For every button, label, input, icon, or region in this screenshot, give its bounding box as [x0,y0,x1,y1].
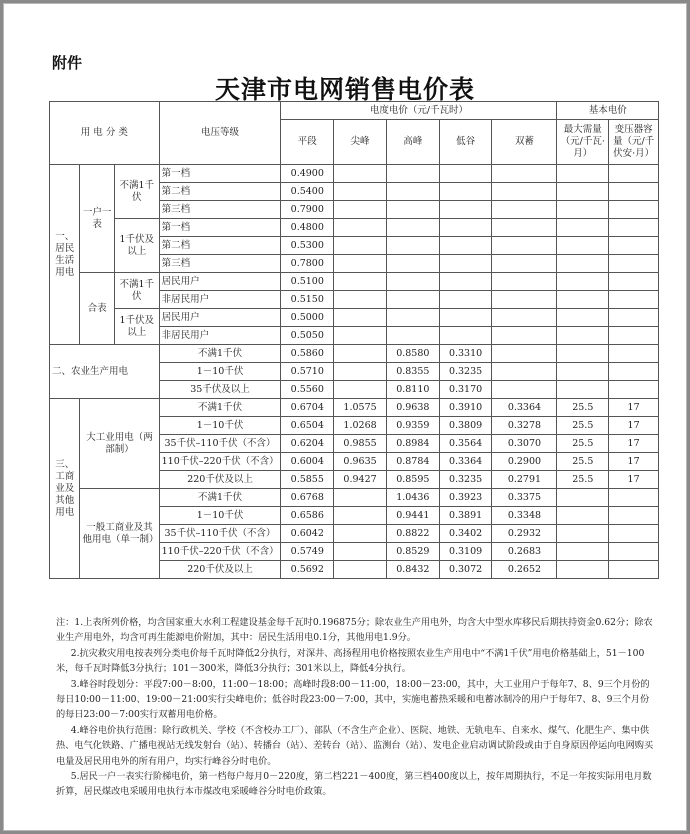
peak-price: 0.8432 [386,561,439,579]
table-row [50,489,659,507]
note-item: 注：1.上表所列价格，均含国家重大水利工程建设基金每千瓦时0.196875分；除农业生产用电外，均含大中型水库移民后期扶持资金0.62分；除农业生产用电外，均含可再生能源电价附加，其中：居民生活用电0.1分，其他用电1.9分。 [56,617,653,644]
note-item: 3.峰谷时段划分：平段7:00－8:00，11:00－18:00；高峰时段8:00－11:00，18:00－23:00，其中，大工业用户于每年7、8、9三个月份的每日10:00－11:00、19:00－21:00实行尖峰电价；低谷时段23:00－7:00，其中，实施电蓄热采暖和电蓄冰制冷的用户于每年7、8、9三个月份的每日23:00－7:00实行双蓄用电价格。 [56,678,650,721]
user-type: 非居民用户 [159,291,281,309]
flat-price: 0.7800 [281,255,334,273]
flat-price: 0.5692 [281,561,334,579]
peak-price: 0.8822 [386,525,439,543]
flat-price: 0.6042 [281,525,334,543]
max-demand-price: 25.5 [557,399,609,417]
valley-price: 0.3235 [439,363,492,381]
valley-price: 0.3402 [439,525,492,543]
double-valley-price: 0.2683 [492,543,557,561]
tier-label: 第二档 [159,237,281,255]
note-item: 4.峰谷电价执行范围：除行政机关、学校（不含校办工厂）、部队（不含生产企业）、医院、地铁、无轨电车、自来水、煤气、化肥生产、集中供热、电气化铁路、广播电视站无线发射台（站）、转播台（站）、差转台（站）、监测台（站）、发电企业启动调试阶段或由于自身原因停运向电网购买电量及居民用电外的所有用户，均实行峰谷分时电价。 [56,724,654,767]
header-peak: 高峰 [386,120,439,165]
voltage-level: 1－10千伏 [159,507,281,525]
voltage-level: 220千伏及以上 [159,471,281,489]
flat-price: 0.5560 [281,381,334,399]
flat-price: 0.6586 [281,507,334,525]
attachment-label: 附件 [52,54,83,72]
tier-label: 第一档 [159,165,281,183]
flat-price: 0.7900 [281,201,334,219]
max-demand-price: 25.5 [557,453,609,471]
industry-large: 大工业用电（两部制） [80,399,159,489]
peak-price: 0.9638 [386,399,439,417]
voltage-level: 220千伏及以上 [159,561,281,579]
voltage-level: 不满1千伏 [159,399,281,417]
flat-price: 0.5100 [281,273,334,291]
peak-price: 0.8784 [386,453,439,471]
tariff-table [49,101,659,579]
voltage-level: 35千伏及以上 [159,381,281,399]
header-flat: 平段 [281,120,334,165]
voltage-ge1kv: 1千伏及以上 [114,219,159,273]
valley-price: 0.3910 [439,399,492,417]
user-type: 居民用户 [159,309,281,327]
flat-price: 0.6768 [281,489,334,507]
valley-price: 0.3109 [439,543,492,561]
double-valley-price: 0.3278 [492,417,557,435]
flat-price: 0.5860 [281,345,334,363]
double-valley-price: 0.3348 [492,507,557,525]
table-row [50,399,659,417]
peak-price: 0.9441 [386,507,439,525]
flat-price: 0.5710 [281,363,334,381]
max-demand-price: 25.5 [557,471,609,489]
max-demand-price: 25.5 [557,435,609,453]
table-row [50,273,659,291]
voltage-level: 35千伏–110千伏（不含） [159,525,281,543]
table-row [50,345,659,363]
sharp-price: 0.9635 [334,453,387,471]
table-row [50,165,659,183]
double-valley-price: 0.2652 [492,561,557,579]
tier-label: 第三档 [159,201,281,219]
voltage-level: 不满1千伏 [159,345,281,363]
user-type: 非居民用户 [159,327,281,345]
transformer-price: 17 [609,435,659,453]
transformer-price: 17 [609,453,659,471]
sharp-price: 0.9855 [334,435,387,453]
transformer-price: 17 [609,417,659,435]
tier-label: 第二档 [159,183,281,201]
double-valley-price: 0.3070 [492,435,557,453]
header-valley: 低谷 [439,120,492,165]
valley-price: 0.3364 [439,453,492,471]
valley-price: 0.3310 [439,345,492,363]
valley-price: 0.3891 [439,507,492,525]
voltage-level: 110千伏–220千伏（不含） [159,543,281,561]
document-page [3,3,687,831]
voltage-level: 110千伏–220千伏（不含） [159,453,281,471]
category-residential: 一、居民生活用电 [50,165,80,345]
voltage-level: 35千伏–110千伏（不含） [159,435,281,453]
flat-price: 0.5855 [281,471,334,489]
flat-price: 0.6704 [281,399,334,417]
peak-price: 0.8580 [386,345,439,363]
voltage-level: 1－10千伏 [159,363,281,381]
document-title: 天津市电网销售电价表 [214,75,475,104]
double-valley-price: 0.2932 [492,525,557,543]
voltage-level: 1－10千伏 [159,417,281,435]
valley-price: 0.3235 [439,471,492,489]
header-max-demand: 最大需量（元/千瓦·月） [557,120,609,165]
note-item: 2.抗灾救灾用电按表列分类电价每千瓦时降低2分执行，对深井、高扬程用电价格按照农业生产用电中“不满1千伏”用电价格基础上，51－100米，每千瓦时降低3分执行；101－300米，降低3分执行；301米以上，降低4分执行。 [56,647,645,675]
voltage-level: 不满1千伏 [159,489,281,507]
peak-price: 0.9359 [386,417,439,435]
double-valley-price: 0.3375 [492,489,557,507]
peak-price: 1.0436 [386,489,439,507]
residential-single-meter: 一户一表 [80,165,115,273]
header-sharp-peak: 尖峰 [334,120,387,165]
peak-price: 0.8529 [386,543,439,561]
transformer-price: 17 [609,399,659,417]
voltage-ge1kv: 1千伏及以上 [114,309,159,345]
header-category: 用 电 分 类 [50,102,160,165]
flat-price: 0.5000 [281,309,334,327]
sharp-price: 1.0575 [334,399,387,417]
header-voltage: 电压等级 [159,102,281,165]
peak-price: 0.8110 [386,381,439,399]
header-double-valley: 双蓄 [492,120,557,165]
flat-price: 0.5150 [281,291,334,309]
transformer-price: 17 [609,471,659,489]
voltage-lt1kv: 不满1千伏 [114,273,159,309]
flat-price: 0.6504 [281,417,334,435]
flat-price: 0.5400 [281,183,334,201]
tier-label: 第一档 [159,219,281,237]
notes-section [56,615,656,800]
valley-price: 0.3923 [439,489,492,507]
table-row [50,219,659,237]
tier-label: 第三档 [159,255,281,273]
flat-price: 0.4900 [281,165,334,183]
double-valley-price: 0.2791 [492,471,557,489]
flat-price: 0.5749 [281,543,334,561]
peak-price: 0.8355 [386,363,439,381]
flat-price: 0.4800 [281,219,334,237]
max-demand-price: 25.5 [557,417,609,435]
header-transformer: 变压器容量（元/千伏安·月） [609,120,659,165]
valley-price: 0.3564 [439,435,492,453]
category-agriculture: 二、农业生产用电 [50,345,160,399]
industry-general: 一般工商业及其他用电（单一制） [80,489,159,579]
category-industry: 三、工商业及其他用电 [50,399,80,579]
sharp-price: 0.9427 [334,471,387,489]
flat-price: 0.5300 [281,237,334,255]
peak-price: 0.8984 [386,435,439,453]
flat-price: 0.6004 [281,453,334,471]
flat-price: 0.5050 [281,327,334,345]
valley-price: 0.3170 [439,381,492,399]
note-item: 5.居民一户一表实行阶梯电价，第一档每户每月0－220度，第二档221－400度，第三档400度以上，按年周期执行，不足一年按实际用电月数折算，居民煤改电采暖用电执行本市煤改电采暖峰谷分时电价政策。 [56,771,652,798]
sharp-price: 1.0268 [334,417,387,435]
voltage-lt1kv: 不满1千伏 [114,165,159,219]
header-basic-group: 基本电价 [557,102,659,120]
residential-mixed-meter: 合表 [80,273,115,345]
header-energy-group: 电度电价（元/千瓦时） [281,102,557,120]
header-row [50,102,659,120]
flat-price: 0.6204 [281,435,334,453]
peak-price: 0.8595 [386,471,439,489]
user-type: 居民用户 [159,273,281,291]
valley-price: 0.3072 [439,561,492,579]
double-valley-price: 0.3364 [492,399,557,417]
valley-price: 0.3809 [439,417,492,435]
double-valley-price: 0.2900 [492,453,557,471]
table-row [50,309,659,327]
